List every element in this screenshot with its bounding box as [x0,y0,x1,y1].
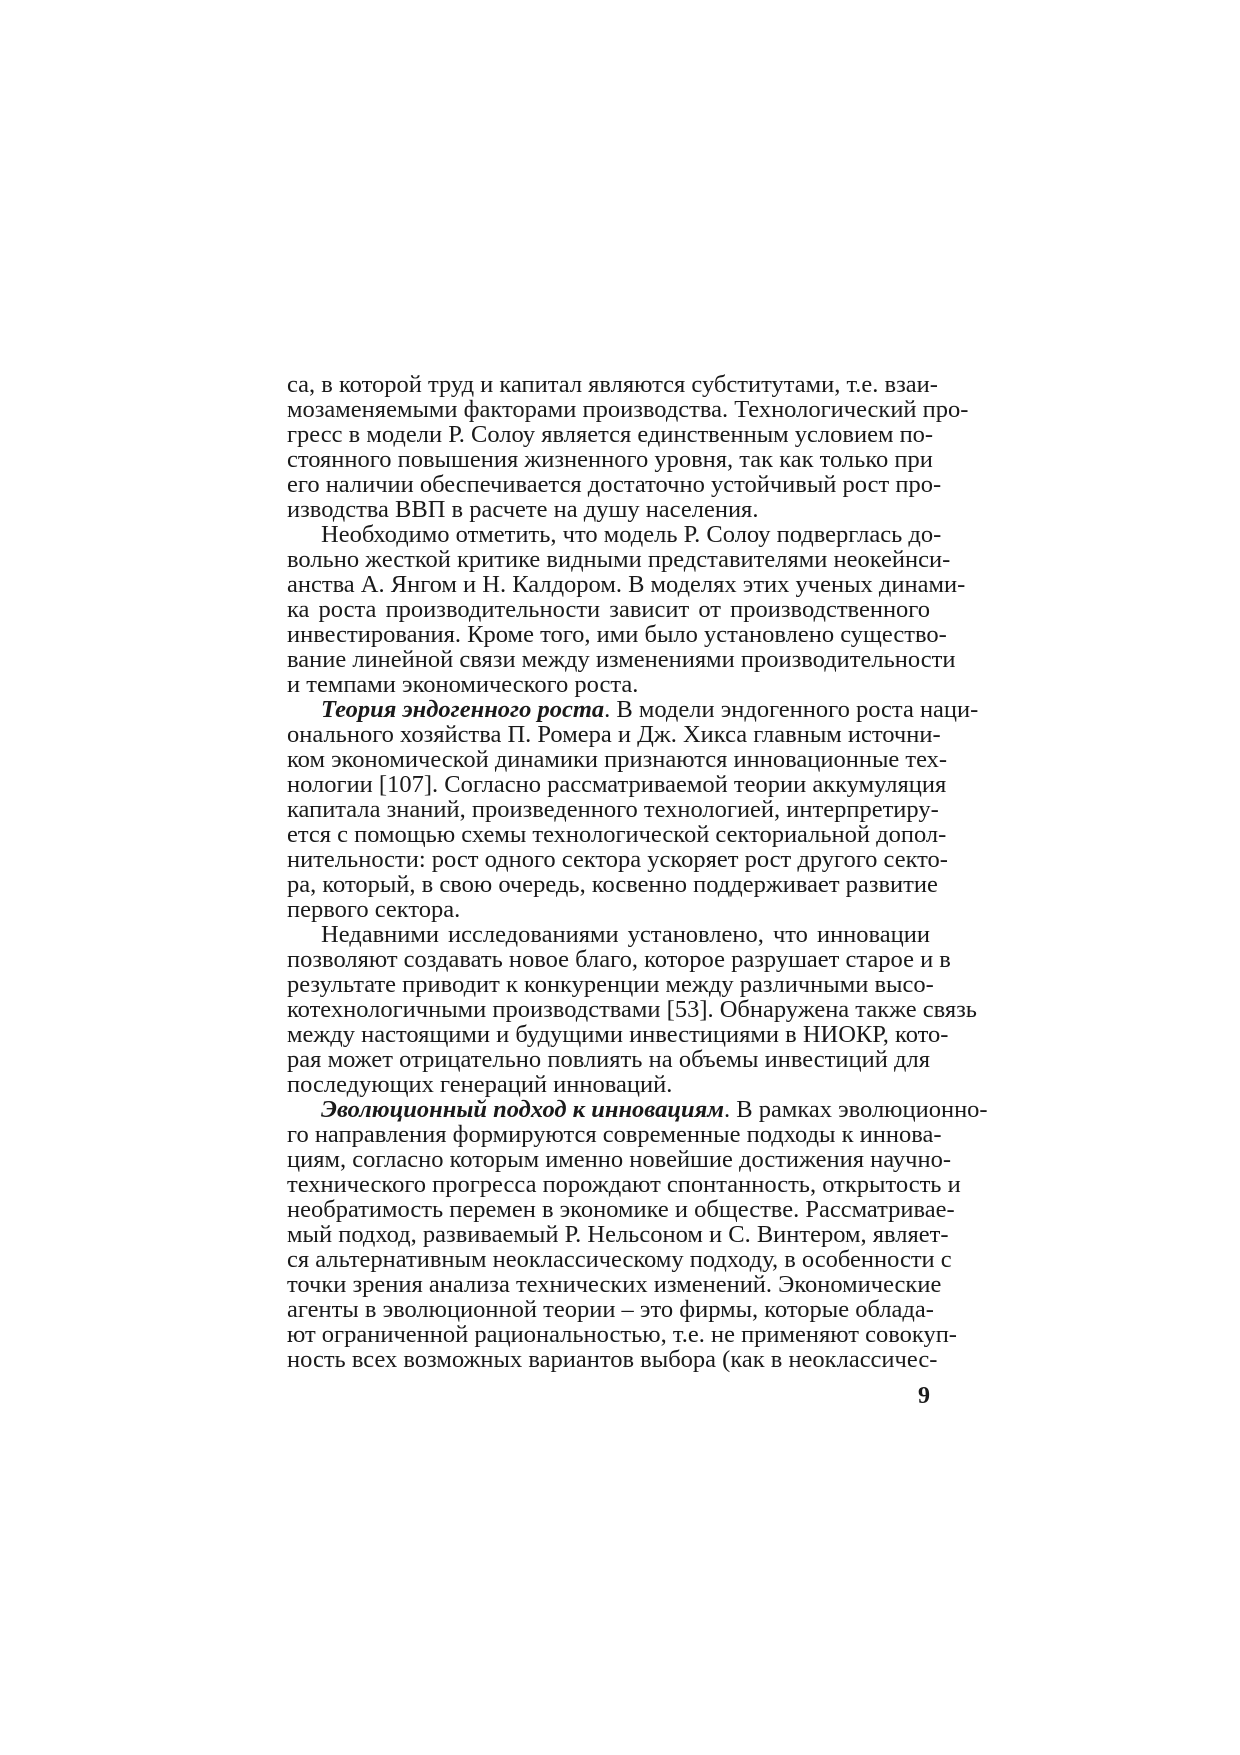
heading-continuation: . В модели эндогенного роста наци- [604,696,979,723]
text-line: мозаменяемыми факторами производства. Технологический про- [287,396,969,423]
text-line: ка роста производительности зависит от производственного [287,596,930,623]
paragraph-heading: Эволюционный подход к инновациям [321,1096,724,1123]
text-line: ра, который, в свою очередь, косвенно поддерживает развитие [287,871,938,898]
text-line: позволяют создавать новое благо, которое разрушает старое и в [287,946,951,973]
paragraph-heading: Теория эндогенного роста [321,696,605,723]
text-line: нологии [107]. Согласно рассматриваемой теории аккумуляция [287,771,947,798]
text-line: циям, согласно которым именно новейшие достижения научно- [287,1146,951,1173]
paragraph [287,1096,988,1373]
paragraph [287,696,979,923]
text-line: точки зрения анализа технических изменений. Экономические [287,1271,942,1298]
text-line: ком экономической динамики признаются инновационные тех- [287,746,948,773]
text-line: ность всех возможных вариантов выбора (как в неоклассичес- [287,1346,938,1373]
text-line: агенты в эволюционной теории – это фирмы, которые облада- [287,1296,934,1323]
text-line: между настоящими и будущими инвестициями в НИОКР, кото- [287,1021,949,1048]
text-line: и темпами экономического роста. [287,671,639,698]
text-line [287,696,979,723]
text-line: анства А. Янгом и Н. Калдором. В моделях этих ученых динами- [287,571,966,598]
text-line: вание линейной связи между изменениями производительности [287,646,956,673]
text-line: необратимость перемен в экономике и обществе. Рассматривае- [287,1196,955,1223]
text-line: ют ограниченной рациональностью, т.е. не применяют совокуп- [287,1321,957,1348]
text-line: рая может отрицательно повлиять на объемы инвестиций для [287,1046,930,1073]
text-line: Недавними исследованиями установлено, что инновации [321,921,930,948]
heading-continuation: . В рамках эволюционно- [723,1096,988,1123]
body-text [287,371,988,1373]
text-line: са, в которой труд и капитал являются субститутами, т.е. взаи- [287,371,938,398]
page-number: 9 [918,1383,930,1409]
paragraph [287,921,977,1098]
paragraph [287,371,969,523]
text-line: его наличии обеспечивается достаточно устойчивый рост про- [287,471,942,498]
text-line: мый подход, развиваемый Р. Нельсоном и С. Винтером, являет- [287,1221,949,1248]
text-line: го направления формируются современные подходы к иннова- [287,1121,942,1148]
text-line: котехнологичными производствами [53]. Обнаружена также связь [287,996,977,1023]
text-line: изводства ВВП в расчете на душу населения. [287,496,759,523]
text-line: ся альтернативным неоклассическому подходу, в особенности с [287,1246,952,1273]
text-line: гресс в модели Р. Солоу является единственным условием по- [287,421,934,448]
paragraph [287,521,966,698]
text-line: ется с помощью схемы технологической секториальной допол- [287,821,947,848]
text-line: стоянного повышения жизненного уровня, так как только при [287,446,933,473]
text-line: технического прогресса порождают спонтанность, открытость и [287,1171,961,1198]
text-line: первого сектора. [287,896,461,923]
text-line: инвестирования. Кроме того, ими было установлено существо- [287,621,947,648]
text-line: онального хозяйства П. Ромера и Дж. Хикса главным источни- [287,721,941,748]
text-line: вольно жесткой критике видными представителями неокейнси- [287,546,951,573]
text-line: результате приводит к конкуренции между различными высо- [287,971,934,998]
text-line: Необходимо отметить, что модель Р. Солоу подверглась до- [321,521,942,548]
text-line [287,1096,988,1123]
text-line: капитала знаний, произведенного технологией, интерпретиру- [287,796,939,823]
text-line: последующих генераций инноваций. [287,1071,673,1098]
text-line: нительности: рост одного сектора ускоряет рост другого секто- [287,846,948,873]
